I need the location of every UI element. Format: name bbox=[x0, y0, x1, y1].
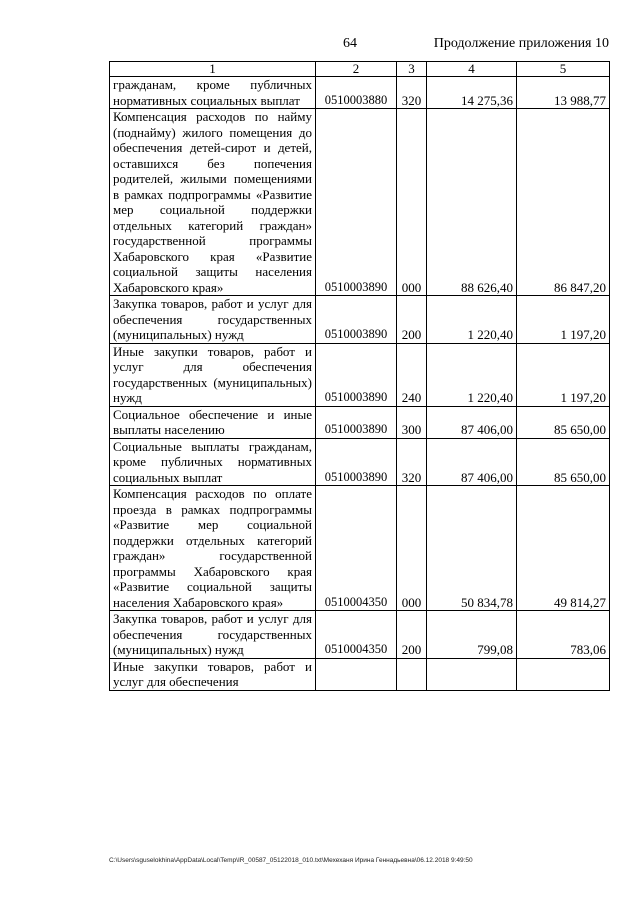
expense-name: гражданам, кроме публичных нормативных социальных выплат bbox=[110, 77, 316, 109]
column-number-row bbox=[110, 62, 610, 77]
amount-year-1: 88 626,40 bbox=[427, 109, 517, 296]
column-number: 5 bbox=[517, 62, 610, 77]
amount-year-1: 87 406,00 bbox=[427, 406, 517, 438]
amount-year-1: 14 275,36 bbox=[427, 77, 517, 109]
target-code: 0510003890 bbox=[316, 296, 397, 344]
expense-type-code: 300 bbox=[397, 406, 427, 438]
expense-name: Социальное обеспечение и иные выплаты населению bbox=[110, 406, 316, 438]
continuation-label: Продолжение приложения 10 bbox=[433, 36, 609, 51]
expense-type-code: 320 bbox=[397, 438, 427, 486]
footer-file-path: C:\Users\sguselokhina\AppData\Local\Temp\IR_00587_05122018_010.txt\Мехеханя Ирина Геннадьевна\06.12.2018 9:49:50 bbox=[109, 857, 473, 864]
expense-type-code: 000 bbox=[397, 486, 427, 611]
column-number: 2 bbox=[316, 62, 397, 77]
column-number: 1 bbox=[110, 62, 316, 77]
amount-year-2: 85 650,00 bbox=[517, 406, 610, 438]
amount-year-2: 783,06 bbox=[517, 611, 610, 659]
column-number: 3 bbox=[397, 62, 427, 77]
target-code: 0510003890 bbox=[316, 343, 397, 406]
table-row bbox=[110, 77, 610, 109]
budget-table bbox=[109, 61, 610, 691]
expense-name: Компенсация расходов по найму (поднайму) жилого помещения до обеспечения детей-сирот и детей, оставшихся без попечения родителей, жилыми помещениями в рамках подпрограммы «Развитие мер социальной поддержки отдельных категорий граждан» государственной программы Хабаровского края «Развитие социальной защиты населения Хабаровского края» bbox=[110, 109, 316, 296]
table-row bbox=[110, 486, 610, 611]
amount-year-2: 1 197,20 bbox=[517, 296, 610, 344]
table-row bbox=[110, 611, 610, 659]
amount-year-1: 1 220,40 bbox=[427, 296, 517, 344]
table-row bbox=[110, 406, 610, 438]
table-row bbox=[110, 658, 610, 690]
amount-year-2: 49 814,27 bbox=[517, 486, 610, 611]
expense-name: Закупка товаров, работ и услуг для обеспечения государственных (муниципальных) нужд bbox=[110, 611, 316, 659]
expense-type-code: 000 bbox=[397, 109, 427, 296]
amount-year-2: 1 197,20 bbox=[517, 343, 610, 406]
expense-name: Социальные выплаты гражданам, кроме публичных нормативных социальных выплат bbox=[110, 438, 316, 486]
amount-year-1 bbox=[427, 658, 517, 690]
target-code: 0510003890 bbox=[316, 406, 397, 438]
expense-name: Закупка товаров, работ и услуг для обеспечения государственных (муниципальных) нужд bbox=[110, 296, 316, 344]
expense-name: Иные закупки товаров, работ и услуг для обеспечения bbox=[110, 658, 316, 690]
target-code: 0510003890 bbox=[316, 109, 397, 296]
expense-type-code: 200 bbox=[397, 296, 427, 344]
table-row bbox=[110, 109, 610, 296]
amount-year-1: 87 406,00 bbox=[427, 438, 517, 486]
target-code: 0510003890 bbox=[316, 438, 397, 486]
table-row bbox=[110, 296, 610, 344]
amount-year-2 bbox=[517, 658, 610, 690]
expense-type-code bbox=[397, 658, 427, 690]
amount-year-2: 86 847,20 bbox=[517, 109, 610, 296]
expense-type-code: 320 bbox=[397, 77, 427, 109]
expense-type-code: 200 bbox=[397, 611, 427, 659]
expense-type-code: 240 bbox=[397, 343, 427, 406]
amount-year-1: 50 834,78 bbox=[427, 486, 517, 611]
table-row bbox=[110, 438, 610, 486]
amount-year-1: 1 220,40 bbox=[427, 343, 517, 406]
amount-year-1: 799,08 bbox=[427, 611, 517, 659]
target-code: 0510004350 bbox=[316, 611, 397, 659]
table-row bbox=[110, 343, 610, 406]
target-code: 0510003880 bbox=[316, 77, 397, 109]
amount-year-2: 13 988,77 bbox=[517, 77, 610, 109]
target-code bbox=[316, 658, 397, 690]
expense-name: Иные закупки товаров, работ и услуг для обеспечения государственных (муниципальных) нужд bbox=[110, 343, 316, 406]
column-number: 4 bbox=[427, 62, 517, 77]
page-number: 64 bbox=[343, 36, 357, 51]
target-code: 0510004350 bbox=[316, 486, 397, 611]
expense-name: Компенсация расходов по оплате проезда в рамках подпрограммы «Развитие мер социальной поддержки отдельных категорий граждан» государственной программы Хабаровского края «Развитие социальной защиты населения Хабаровского края» bbox=[110, 486, 316, 611]
amount-year-2: 85 650,00 bbox=[517, 438, 610, 486]
